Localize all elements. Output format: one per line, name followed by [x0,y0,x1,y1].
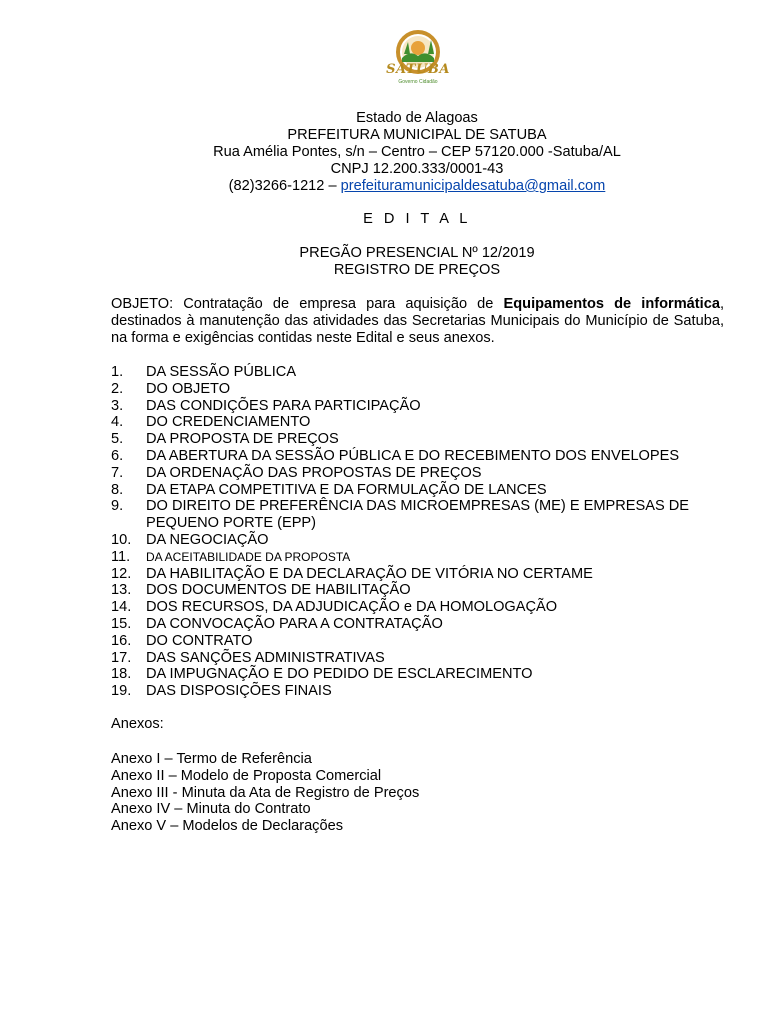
toc-label: DA ETAPA COMPETITIVA E DA FORMULAÇÃO DE LANCES [146,481,547,498]
toc-label: DA ACEITABILIDADE DA PROPOSTA [146,549,351,564]
toc-item [111,381,731,398]
toc-number: 19. [111,683,132,700]
toc-item [111,683,731,700]
toc-item [111,414,731,431]
toc-label: DA ORDENAÇÃO DAS PROPOSTAS DE PREÇOS [146,464,482,481]
toc-number: 18. [111,666,132,683]
header-phone: (82)3266-1212 – [228,178,341,194]
toc-item [111,666,731,683]
toc-number: 14. [111,599,132,616]
toc-number: 9. [111,498,124,515]
anexo-item: Anexo III - Minuta da Ata de Registro de Preços [111,784,420,801]
toc-item [111,482,731,499]
toc-label: DO DIREITO DE PREFERÊNCIA DAS MICROEMPRESAS (ME) E EMPRESAS DE PEQUENO PORTE (EPP) [146,498,690,532]
toc-label: DA NEGOCIAÇÃO [146,531,269,548]
toc-label: DA SESSÃO PÚBLICA [146,364,297,380]
toc-number: 15. [111,615,132,632]
toc-item [111,633,731,650]
logo-wordmark: SATUBA [386,62,450,77]
toc-number: 13. [111,582,132,599]
toc-label: DA PROPOSTA DE PREÇOS [146,431,339,448]
toc-item [111,532,731,549]
document-header [0,110,770,195]
toc-label: DOS DOCUMENTOS DE HABILITAÇÃO [146,582,411,599]
toc-number: 1. [111,364,124,380]
toc-label: DA CONVOCAÇÃO PARA A CONTRATAÇÃO [146,615,443,632]
toc-item [111,364,731,381]
toc-item [111,616,731,633]
toc-label: DAS CONDIÇÕES PARA PARTICIPAÇÃO [146,397,421,414]
pregao-type: REGISTRO DE PREÇOS [333,262,501,278]
email-link[interactable]: prefeituramunicipaldesatuba@gmail.com [340,178,606,194]
toc-number: 2. [111,380,124,397]
pregao-number: PREGÃO PRESENCIAL Nº 12/2019 [299,245,535,261]
header-cnpj: CNPJ 12.200.333/0001-43 [330,161,504,177]
toc-label: DA HABILITAÇÃO E DA DECLARAÇÃO DE VITÓRIA NO CERTAME [146,565,593,582]
toc-number: 6. [111,447,124,464]
anexos-heading: Anexos: [111,716,164,732]
header-address: Rua Amélia Pontes, s/n – Centro – CEP 57120.000 -Satuba/AL [213,144,621,160]
toc-number: 4. [111,414,124,431]
header-contact [0,178,770,195]
toc-item [111,398,731,415]
toc-number: 11. [111,548,131,565]
toc-label: DO OBJETO [146,380,231,397]
toc-number: 7. [111,464,124,481]
toc-label: DO CREDENCIAMENTO [146,414,311,431]
logo-tagline: Governo Cidadão [398,79,438,85]
satuba-logo [380,28,456,94]
toc-number: 12. [111,565,132,582]
toc-label: DAS DISPOSIÇÕES FINAIS [146,683,332,700]
objeto-bold: Equipamentos de informática [503,296,720,312]
toc-number: 5. [111,431,124,448]
anexo-item: Anexo II – Modelo de Proposta Comercial [111,767,382,784]
objeto-suffix: , destinados à manutenção das atividades das Secretarias Municipais do Município de Satuba, na forma e exigências contidas neste Edital e seus anexos. [111,296,725,346]
header-prefeitura: PREFEITURA MUNICIPAL DE SATUBA [287,127,547,143]
edital-title: E D I T A L [363,211,471,227]
toc-number: 16. [111,632,132,649]
toc-number: 3. [111,397,124,414]
anexo-item: Anexo I – Termo de Referência [111,751,312,767]
toc-item [111,465,731,482]
toc-item [111,431,731,448]
toc-item [111,448,731,465]
toc-label: DAS SANÇÕES ADMINISTRATIVAS [146,649,385,666]
toc-label: DA IMPUGNAÇÃO E DO PEDIDO DE ESCLARECIMENTO [146,666,533,683]
toc-number: 10. [111,531,132,548]
toc-item [111,498,731,532]
toc-item [111,599,731,616]
toc-label: DOS RECURSOS, DA ADJUDICAÇÃO e DA HOMOLOGAÇÃO [146,599,558,616]
anexos-list [111,751,419,835]
objeto-prefix: OBJETO: Contratação de empresa para aquisição de [111,296,504,312]
header-state: Estado de Alagoas [356,110,478,126]
toc-item [111,549,731,566]
toc-item [111,566,731,583]
toc-label: DO CONTRATO [146,632,253,649]
toc-number: 17. [111,649,132,666]
toc-number: 8. [111,481,124,498]
toc-item [111,582,731,599]
table-of-contents [111,364,731,700]
pregao-block [0,245,770,279]
toc-item [111,650,731,667]
objeto-paragraph [111,296,724,347]
anexo-item: Anexo V – Modelos de Declarações [111,818,344,835]
toc-label: DA ABERTURA DA SESSÃO PÚBLICA E DO RECEBIMENTO DOS ENVELOPES [146,447,680,464]
anexo-item: Anexo IV – Minuta do Contrato [111,801,311,818]
